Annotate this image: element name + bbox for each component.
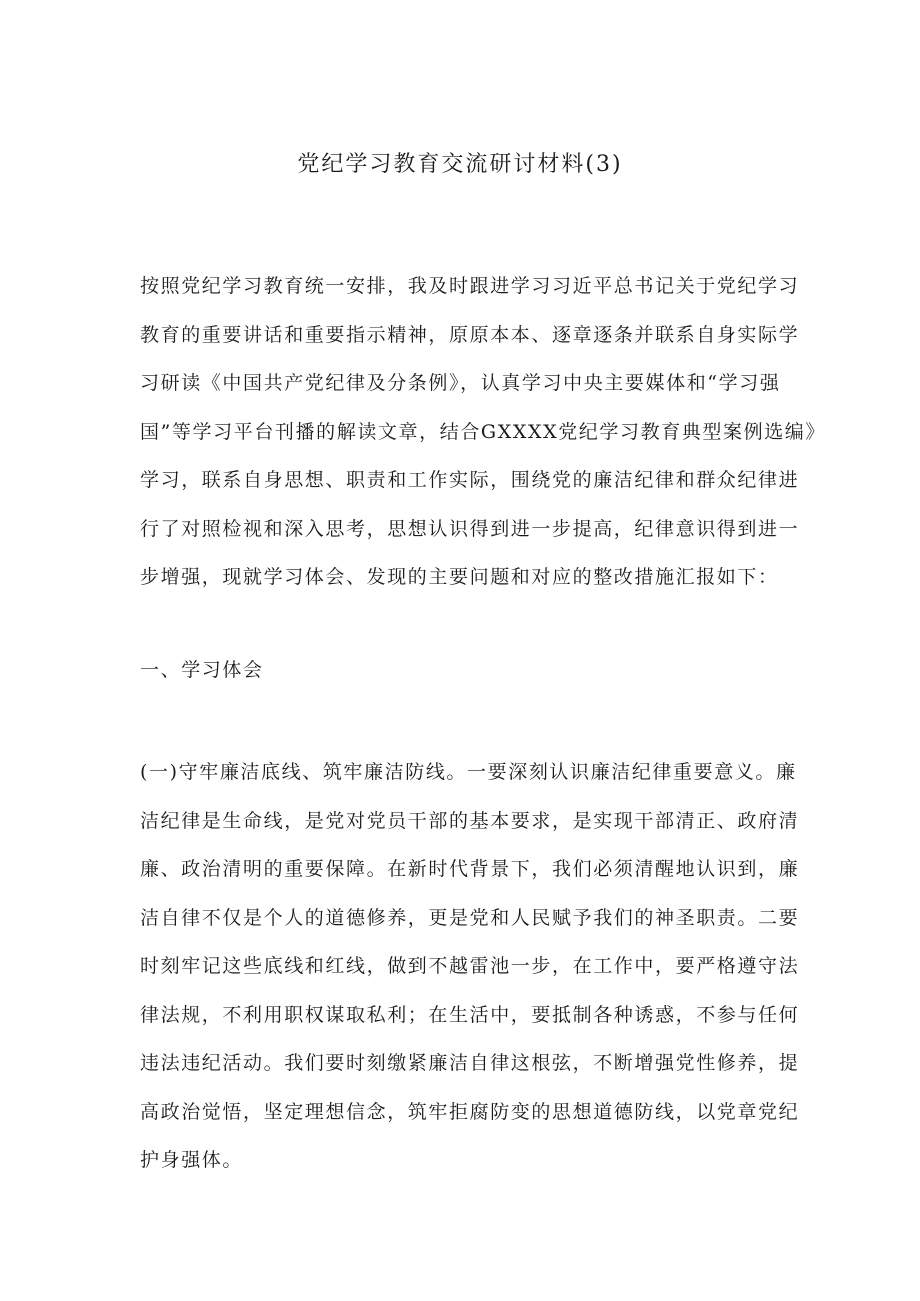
- intro-line: 步增强，现就学习体会、发现的主要问题和对应的整改措施汇报如下：: [140, 566, 779, 588]
- section1-line: 高政治觉悟，坚定理想信念，筑牢拒腐防变的思想道德防线，以党章党纪: [140, 1100, 800, 1123]
- section1-line: 时刻牢记这些底线和红线，做到不越雷池一步，在工作中，要严格遵守法: [140, 955, 800, 977]
- intro-line: 行了对照检视和深入思考，思想认识得到进一步提高，纪律意识得到进一: [140, 517, 800, 540]
- intro-line: 习研读《中国共产党纪律及分条例》，认真学习中央主要媒体和“学习强: [140, 372, 781, 394]
- section1-paragraph: [140, 748, 800, 1185]
- section1-line: 洁自律不仅是个人的道德修养，更是党和人民赋予我们的神圣职责。二要: [140, 906, 800, 929]
- intro-line: 国”等学习平台刊播的解读文章，结合GXXXX党纪学习教育典型案例选编》: [140, 420, 826, 443]
- section-heading: 一、学习体会: [140, 659, 264, 681]
- intro-line: 学习，联系自身思想、职责和工作实际，围绕党的廉洁纪律和群众纪律进: [140, 469, 800, 491]
- intro-line: 按照党纪学习教育统一安排，我及时跟进学习习近平总书记关于党纪学习: [140, 275, 800, 297]
- section1-line: 违法违纪活动。我们要时刻缴紧廉洁自律这根弦，不断增强党性修养，提: [140, 1052, 800, 1074]
- intro-paragraph: [140, 262, 826, 602]
- intro-line: 教育的重要讲话和重要指示精神，原原本本、逐章逐条并联系自身实际学: [140, 323, 800, 346]
- section1-line: 廉、政治清明的重要保障。在新时代背景下，我们必须清醒地认识到，廉: [140, 858, 800, 880]
- section1-line: 洁纪律是生命线，是党对党员干部的基本要求，是实现干部清正、政府清: [140, 809, 800, 832]
- section1-line: (一)守牢廉洁底线、筑牢廉洁防线。一要深刻认识廉洁纪律重要意义。廉: [140, 761, 797, 783]
- section1-line: 律法规，不利用职权谋取私利；在生活中，要抵制各种诱惑，不参与任何: [140, 1003, 800, 1026]
- document-title: 党纪学习教育交流研讨材料(3): [297, 152, 623, 177]
- section1-line: 护身强体。: [140, 1149, 244, 1171]
